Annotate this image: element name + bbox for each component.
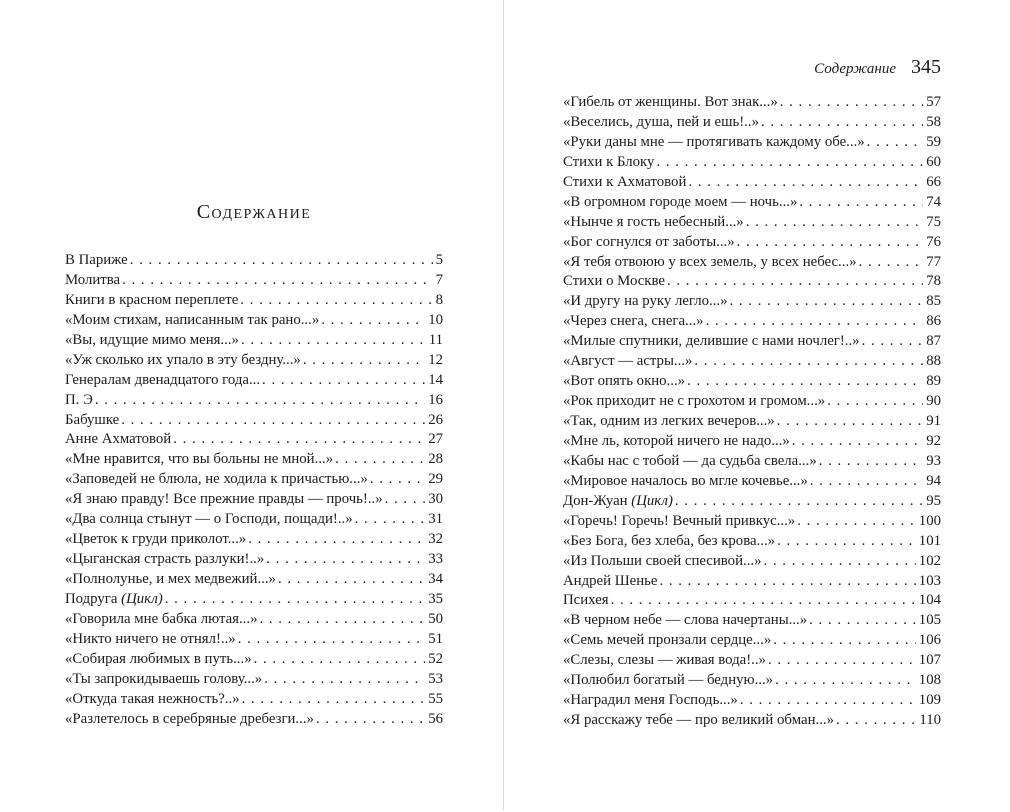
- dot-leader: [859, 253, 924, 273]
- entry-page: 28: [428, 451, 443, 468]
- toc-entry: [563, 312, 941, 332]
- entry-title: Анне Ахматовой: [65, 431, 172, 448]
- entry-page: 34: [428, 571, 443, 587]
- entry-page: 53: [428, 670, 443, 687]
- entry-title: «Без Бога, без хлеба, без крова...»: [563, 532, 776, 549]
- entry-title: Подруга (Цикл): [65, 590, 163, 607]
- page-divider: [503, 0, 504, 810]
- toc-entry: [65, 550, 443, 570]
- toc-heading: Содержание: [196, 201, 312, 223]
- dot-leader: [316, 710, 425, 730]
- dot-leader: [737, 233, 924, 253]
- running-header: [563, 56, 941, 79]
- entry-page: 26: [428, 411, 443, 428]
- toc-entry: [563, 651, 941, 671]
- dot-leader: [836, 711, 916, 731]
- toc-entry: [563, 452, 941, 472]
- entry-title: «Заповедей не блюла, не ходила к причастью...»: [65, 471, 368, 488]
- dot-leader: [777, 412, 924, 432]
- toc-entry: [563, 691, 941, 711]
- entry-title: «Мне ль, которой ничего не надо...»: [563, 432, 790, 449]
- left-page: [65, 0, 443, 812]
- entry-title: «Я знаю правду! Все прежние правды — прочь!..»: [65, 491, 383, 508]
- toc-entry: [563, 412, 941, 432]
- entry-page: 75: [926, 213, 941, 230]
- dot-leader: [797, 512, 916, 532]
- entry-page: 106: [918, 632, 941, 649]
- dot-leader: [809, 611, 916, 631]
- dot-leader: [656, 153, 923, 173]
- entry-page: 11: [428, 331, 443, 348]
- dot-leader: [121, 411, 425, 431]
- entry-page: 35: [428, 590, 443, 607]
- dot-leader: [773, 631, 916, 651]
- entry-title: «Два солнца стынут — о Господи, пощади!..»: [65, 511, 353, 528]
- toc-entry: [563, 532, 941, 552]
- dot-leader: [687, 372, 923, 392]
- entry-page: 31: [428, 511, 443, 528]
- dot-leader: [278, 570, 425, 590]
- entry-title: «Бог согнулся от заботы...»: [563, 233, 735, 250]
- toc-entry: [65, 510, 443, 530]
- entry-title: Психея: [563, 592, 609, 609]
- dot-leader: [238, 630, 426, 650]
- entry-title: Стихи к Ахматовой: [563, 173, 687, 190]
- entry-title: Книги в красном переплете: [65, 291, 239, 308]
- entry-page: 58: [926, 113, 941, 130]
- entry-title: «И другу на руку легло...»: [563, 293, 728, 310]
- toc-entry: [563, 233, 941, 253]
- dot-leader: [262, 371, 425, 391]
- dot-leader: [740, 691, 916, 711]
- entry-title: «Вот опять окно...»: [563, 373, 686, 390]
- entry-page: 14: [428, 371, 443, 388]
- toc-entry: [65, 470, 443, 490]
- entry-page: 33: [428, 551, 443, 568]
- toc-entry: [65, 251, 443, 271]
- entry-page: 5: [435, 252, 443, 268]
- entry-page: 107: [918, 652, 941, 669]
- entry-page: 91: [926, 413, 941, 429]
- entry-title: Генералам двенадцатого года...: [65, 371, 261, 388]
- toc-entry: [65, 530, 443, 550]
- entry-title: «В огромном городе моем — ночь...»: [563, 193, 798, 210]
- toc-list-left: [65, 251, 443, 730]
- dot-leader: [355, 510, 426, 530]
- dot-leader: [254, 650, 426, 670]
- entry-title: Стихи о Москве: [563, 273, 665, 290]
- entry-title: «Собирая любимых в путь...»: [65, 650, 252, 667]
- entry-title: «Разлетелось в серебряные дребезги...»: [65, 710, 314, 727]
- entry-title: «Руки даны мне — протягивать каждому обе...»: [563, 133, 865, 150]
- toc-entry: [65, 411, 443, 431]
- toc-entry: [65, 670, 443, 690]
- entry-page: 77: [926, 253, 941, 270]
- entry-page: 76: [926, 233, 941, 250]
- entry-title: «Ты запрокидываешь голову...»: [65, 670, 263, 687]
- entry-title: «Гибель от женщины. Вот знак...»: [563, 94, 778, 110]
- entry-page: 10: [428, 311, 443, 328]
- dot-leader: [259, 610, 425, 630]
- entry-page: 93: [926, 452, 941, 469]
- entry-page: 103: [918, 572, 941, 589]
- dot-leader: [746, 213, 923, 233]
- dot-leader: [810, 472, 923, 492]
- dot-leader: [764, 552, 916, 572]
- toc-entry: [563, 332, 941, 352]
- toc-entry: [563, 352, 941, 372]
- running-title: Содержание: [814, 61, 896, 77]
- toc-entry: [65, 331, 443, 351]
- entry-title: В Париже: [65, 252, 128, 268]
- entry-page: 78: [926, 273, 941, 290]
- toc-entry: [65, 630, 443, 650]
- dot-leader: [242, 690, 426, 710]
- dot-leader: [688, 173, 923, 193]
- dot-leader: [667, 272, 923, 292]
- entry-title: Андрей Шенье: [563, 572, 658, 589]
- dot-leader: [780, 93, 923, 113]
- entry-title: «Уж сколько их упало в эту бездну...»: [65, 351, 301, 368]
- dot-leader: [130, 251, 433, 271]
- entry-page: 16: [428, 391, 443, 408]
- entry-title: «Кабы нас с тобой — да судьба свела...»: [563, 452, 817, 469]
- entry-page: 57: [926, 94, 941, 110]
- toc-entry: [65, 710, 443, 730]
- entry-title: «Я тебя отвоюю у всех земель, у всех небес...»: [563, 253, 857, 270]
- dot-leader: [266, 550, 425, 570]
- toc-entry: [65, 610, 443, 630]
- cycle-label: (Цикл): [121, 590, 163, 607]
- entry-page: 51: [428, 630, 443, 647]
- entry-title: Стихи к Блоку: [563, 153, 655, 170]
- dot-leader: [122, 271, 432, 291]
- entry-title: «Полнолунье, и мех медвежий...»: [65, 571, 276, 587]
- toc-entry: [563, 372, 941, 392]
- dot-leader: [335, 450, 425, 470]
- toc-entry: [563, 552, 941, 572]
- dot-leader: [768, 651, 916, 671]
- toc-entry: [563, 253, 941, 273]
- entry-title: «Веселись, душа, пей и ешь!..»: [563, 113, 759, 130]
- entry-page: 102: [918, 552, 941, 569]
- toc-entry: [65, 690, 443, 710]
- entry-title: «Нынче я гость небесный...»: [563, 213, 744, 230]
- entry-page: 92: [926, 432, 941, 449]
- dot-leader: [819, 452, 923, 472]
- dot-leader: [694, 352, 923, 372]
- dot-leader: [799, 193, 923, 213]
- entry-title: «Наградил меня Господь...»: [563, 692, 738, 709]
- toc-entry: [563, 173, 941, 193]
- toc-entry: [65, 351, 443, 371]
- toc-entry: [563, 591, 941, 611]
- entry-title: «Из Польши своей спесивой...»: [563, 552, 762, 569]
- toc-entry: [65, 590, 443, 610]
- toc-entry: [65, 391, 443, 411]
- entry-title: «Никто ничего не отнял!..»: [65, 630, 236, 647]
- dot-leader: [775, 671, 916, 691]
- toc-entry: [563, 133, 941, 153]
- entry-page: 66: [926, 173, 941, 190]
- dot-leader: [321, 311, 425, 331]
- entry-page: 89: [926, 373, 941, 390]
- dot-leader: [240, 291, 432, 311]
- toc-entry: [563, 472, 941, 492]
- entry-page: 86: [926, 313, 941, 330]
- entry-title: «Горечь! Горечь! Вечный привкус...»: [563, 512, 796, 529]
- entry-page: 50: [428, 610, 443, 627]
- entry-title: «В черном небе — слова начертаны...»: [563, 612, 808, 629]
- toc-entry: [563, 153, 941, 173]
- entry-title: «Цветок к груди приколот...»: [65, 531, 247, 548]
- entry-page: 85: [926, 293, 941, 310]
- toc-entry: [65, 271, 443, 291]
- folio-page-number: 345: [911, 56, 941, 78]
- entry-page: 94: [926, 472, 941, 489]
- entry-page: 110: [919, 712, 941, 729]
- entry-title: «Так, одним из легких вечеров...»: [563, 413, 775, 429]
- toc-entry: [563, 213, 941, 233]
- dot-leader: [730, 292, 924, 312]
- entry-page: 32: [428, 531, 443, 548]
- entry-title: «Я расскажу тебе — про великий обман...»: [563, 712, 834, 729]
- entry-title: «Цыганская страсть разлуки!..»: [65, 551, 265, 568]
- entry-title: Молитва: [65, 271, 121, 288]
- entry-title: «Слезы, слезы — живая вода!..»: [563, 652, 766, 669]
- entry-page: 109: [918, 692, 941, 709]
- dot-leader: [248, 530, 425, 550]
- entry-page: 60: [926, 153, 941, 170]
- entry-page: 29: [428, 471, 443, 488]
- dot-leader: [611, 591, 916, 611]
- entry-title: «Откуда такая нежность?..»: [65, 690, 240, 707]
- entry-title: «Полюбил богатый — бедную...»: [563, 672, 774, 689]
- toc-entry: [563, 93, 941, 113]
- entry-page: 101: [918, 532, 941, 549]
- entry-title: Бабушке: [65, 411, 120, 428]
- entry-page: 95: [926, 492, 941, 509]
- entry-page: 56: [428, 710, 443, 727]
- dot-leader: [165, 590, 425, 610]
- toc-entry: [563, 432, 941, 452]
- dot-leader: [264, 670, 425, 690]
- entry-page: 52: [428, 650, 443, 667]
- entry-title: «Моим стихам, написанным так рано...»: [65, 311, 320, 328]
- dot-leader: [241, 331, 426, 351]
- dot-leader: [303, 351, 425, 371]
- entry-page: 27: [428, 431, 443, 448]
- entry-title: «Мировое началось во мгле кочевье...»: [563, 472, 808, 489]
- entry-page: 30: [428, 491, 443, 508]
- toc-entry: [563, 572, 941, 592]
- entry-page: 100: [918, 512, 941, 529]
- dot-leader: [706, 312, 924, 332]
- toc-entry: [65, 450, 443, 470]
- dot-leader: [370, 470, 425, 490]
- dot-leader: [792, 432, 923, 452]
- entry-title: П. Э: [65, 391, 93, 408]
- dot-leader: [761, 113, 923, 133]
- toc-entry: [65, 291, 443, 311]
- toc-entry: [65, 490, 443, 510]
- entry-page: 87: [926, 333, 941, 350]
- toc-entry: [563, 631, 941, 651]
- toc-entry: [65, 430, 443, 450]
- toc-entry: [563, 492, 941, 512]
- entry-page: 59: [926, 133, 941, 150]
- toc-entry: [65, 570, 443, 590]
- toc-entry: [65, 311, 443, 331]
- entry-title: «Через снега, снега...»: [563, 313, 704, 330]
- entry-page: 90: [926, 393, 941, 410]
- dot-leader: [675, 492, 923, 512]
- dot-leader: [827, 392, 923, 412]
- entry-title: «Говорила мне бабка лютая...»: [65, 610, 258, 627]
- entry-title: «Мне нравится, что вы больны не мной...»: [65, 451, 334, 468]
- entry-title: «Август — астры...»: [563, 353, 693, 370]
- entry-page: 104: [918, 592, 941, 609]
- entry-page: 108: [918, 672, 941, 689]
- entry-title: «Семь мечей пронзали сердце...»: [563, 632, 772, 649]
- dot-leader: [659, 572, 915, 592]
- entry-page: 105: [918, 612, 941, 629]
- toc-entry: [563, 193, 941, 213]
- cycle-label: (Цикл): [631, 492, 673, 509]
- dot-leader: [385, 490, 426, 510]
- toc-entry: [563, 272, 941, 292]
- entry-page: 74: [926, 193, 941, 210]
- toc-list-right: [563, 93, 941, 731]
- entry-title: «Милые спутники, делившие с нами ночлег!..»: [563, 333, 860, 350]
- toc-entry: [563, 292, 941, 312]
- toc-entry: [563, 711, 941, 731]
- dot-leader: [173, 430, 425, 450]
- entry-page: 88: [926, 353, 941, 370]
- toc-entry: [563, 113, 941, 133]
- toc-entry: [65, 650, 443, 670]
- toc-entry: [563, 392, 941, 412]
- dot-leader: [95, 391, 425, 411]
- dot-leader: [862, 332, 924, 352]
- right-page: [563, 0, 941, 812]
- entry-page: 55: [428, 690, 443, 707]
- entry-title: «Рок приходит не с грохотом и громом...»: [563, 393, 826, 410]
- toc-entry: [563, 611, 941, 631]
- dot-leader: [867, 133, 924, 153]
- toc-entry: [563, 512, 941, 532]
- toc-entry: [563, 671, 941, 691]
- entry-title: Дон-Жуан (Цикл): [563, 492, 673, 509]
- entry-title: «Вы, идущие мимо меня...»: [65, 331, 239, 348]
- entry-page: 8: [435, 291, 443, 308]
- entry-page: 7: [435, 271, 443, 288]
- dot-leader: [777, 532, 916, 552]
- entry-page: 12: [428, 351, 443, 368]
- toc-entry: [65, 371, 443, 391]
